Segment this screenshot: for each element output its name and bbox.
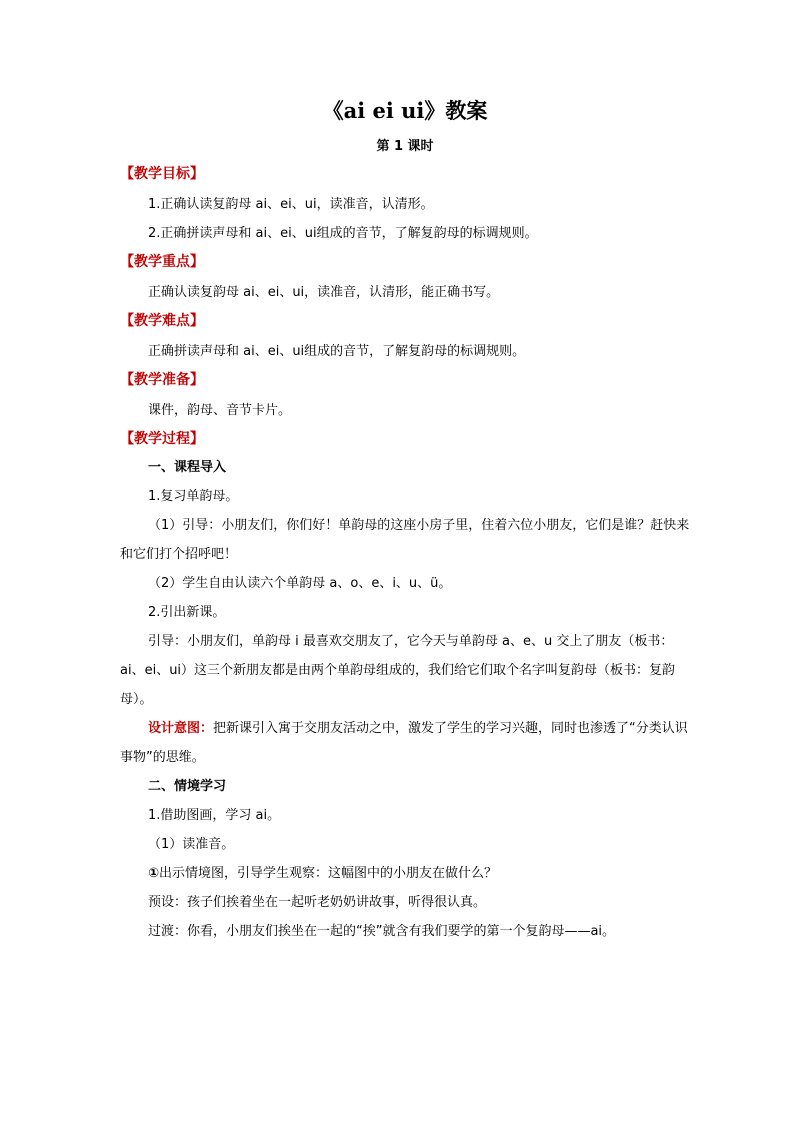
lesson-subtitle: 第 1 课时 — [376, 139, 434, 154]
goal-item-1: 1.正确认读复韵母 ai、ei、ui，读准音，认清形。 — [148, 197, 434, 212]
prep-heading: 【教学准备】 — [120, 372, 204, 388]
process-heading: 【教学过程】 — [120, 431, 204, 447]
design-intent-label: 设计意图： — [148, 721, 214, 736]
difficulty-text: 正确拼读声母和 ai、ei、ui组成的音节，了解复韵母的标调规则。 — [148, 344, 526, 359]
part2-step-read: （1）读准音。 — [148, 837, 235, 852]
part1-step-intro: 引导：小朋友们，单韵母 i 最喜欢交朋友了，它今天与单韵母 a、e、u 交上了朋友（板书：ai、ei、ui）这三个新朋友都是由两个单韵母组成的，我们给它们取个名字叫复韵母（板书：复韵母）。 — [120, 634, 676, 707]
part2-step-observe — [120, 859, 690, 888]
design-intent — [120, 714, 690, 772]
difficulty-heading: 【教学难点】 — [120, 313, 204, 329]
part1-step-2: 2.引出新课。 — [148, 605, 226, 620]
part2-step-transition: 过渡：你看，小朋友们挨坐在一起的“挨”就含有我们要学的第一个复韵母——ai。 — [148, 924, 616, 939]
document-title: 《ai ei ui》教案 — [322, 98, 488, 123]
part2-step-preset: 预设：孩子们挨着坐在一起听老奶奶讲故事，听得很认真。 — [148, 895, 487, 910]
prep-text: 课件，韵母、音节卡片。 — [148, 403, 292, 418]
key-heading: 【教学重点】 — [120, 254, 204, 270]
document-page — [120, 96, 690, 946]
part1-step-read: （2）学生自由认读六个单韵母 a、o、e、i、u、ü。 — [148, 576, 452, 591]
key-text: 正确认读复韵母 ai、ei、ui，读准音，认清形，能正确书写。 — [148, 285, 500, 300]
goal-item-2: 2.正确拼读声母和 ai、ei、ui组成的音节，了解复韵母的标调规则。 — [148, 226, 538, 241]
goal-heading: 【教学目标】 — [120, 166, 204, 182]
circled-number-1: ① — [148, 866, 160, 881]
part2-step-1: 1.借助图画，学习 ai。 — [148, 808, 281, 823]
part2-step-observe-text: 出示情境图，引导学生观察：这幅图中的小朋友在做什么？ — [159, 866, 498, 881]
part1-step-guide: （1）引导：小朋友们，你们好！单韵母的这座小房子里，住着六位小朋友，它们是谁？赶快来和它们打个招呼吧！ — [120, 518, 690, 562]
part1-title: 一、课程导入 — [148, 460, 227, 475]
part1-step-1: 1.复习单韵母。 — [148, 489, 239, 504]
design-intent-text: 把新课引入寓于交朋友活动之中，激发了学生的学习兴趣，同时也渗透了“分类认识事物”的思维。 — [120, 721, 688, 765]
part2-title: 二、情境学习 — [148, 779, 227, 794]
